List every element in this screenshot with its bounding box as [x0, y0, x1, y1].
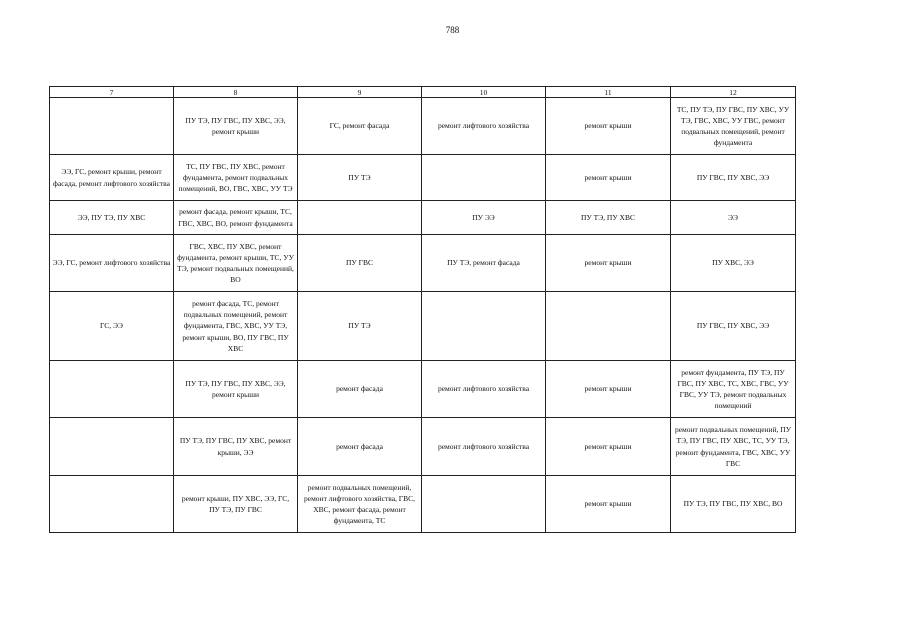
table-cell: ГС, ЭЭ	[50, 292, 174, 361]
table-cell: ПУ ТЭ, ПУ ХВС	[546, 201, 671, 235]
table-cell: ПУ ГВС, ПУ ХВС, ЭЭ	[671, 292, 796, 361]
table-row	[50, 201, 796, 235]
table-cell: ремонт крыши	[546, 361, 671, 418]
table-cell	[422, 292, 546, 361]
table-cell: ЭЭ	[671, 201, 796, 235]
table-cell: ТС, ПУ ГВС, ПУ ХВС, ремонт фундамента, ремонт подвальных помещений, ВО, ГВС, ХВС, УУ ТЭ	[174, 155, 298, 201]
table-cell: ГВС, ХВС, ПУ ХВС, ремонт фундамента, ремонт крыши, ТС, УУ ТЭ, ремонт подвальных помещений, ВО	[174, 235, 298, 292]
table-cell: ПУ ЭЭ	[422, 201, 546, 235]
table-cell: ремонт лифтового хозяйства	[422, 418, 546, 476]
table-cell: ПУ ТЭ	[298, 292, 422, 361]
table-cell: ПУ ТЭ, ремонт фасада	[422, 235, 546, 292]
table-cell: ПУ ГВС	[298, 235, 422, 292]
table-cell: ремонт крыши	[546, 235, 671, 292]
column-header: 8	[174, 87, 298, 98]
table-cell	[50, 418, 174, 476]
table-cell	[422, 476, 546, 533]
table-cell	[298, 201, 422, 235]
table-cell: ПУ ГВС, ПУ ХВС, ЭЭ	[671, 155, 796, 201]
table-row	[50, 292, 796, 361]
table-cell: ремонт фасада	[298, 361, 422, 418]
table-cell: ЭЭ, ГС, ремонт крыши, ремонт фасада, ремонт лифтового хозяйства	[50, 155, 174, 201]
table-row	[50, 361, 796, 418]
page-number: 788	[445, 25, 460, 35]
table-cell: ремонт крыши, ПУ ХВС, ЭЭ, ГС, ПУ ТЭ, ПУ ГВС	[174, 476, 298, 533]
table-cell	[546, 292, 671, 361]
table-cell: ЭЭ, ГС, ремонт лифтового хозяйства	[50, 235, 174, 292]
table-cell: ремонт крыши	[546, 476, 671, 533]
table-cell: ремонт фасада	[298, 418, 422, 476]
column-header: 10	[422, 87, 546, 98]
table-cell: ПУ ТЭ, ПУ ГВС, ПУ ХВС, ЭЭ, ремонт крыши	[174, 361, 298, 418]
column-header: 9	[298, 87, 422, 98]
table-cell	[50, 361, 174, 418]
table-cell	[50, 98, 174, 155]
table-row	[50, 98, 796, 155]
table-row	[50, 418, 796, 476]
table-cell: ремонт подвальных помещений, ремонт лифтового хозяйства, ГВС, ХВС, ремонт фасада, ремонт фундамента, ТС	[298, 476, 422, 533]
table-cell: ремонт лифтового хозяйства	[422, 98, 546, 155]
table-header-row	[50, 87, 796, 98]
table-cell: ремонт лифтового хозяйства	[422, 361, 546, 418]
table-cell: ТС, ПУ ТЭ, ПУ ГВС, ПУ ХВС, УУ ТЭ, ГВС, ХВС, УУ ГВС, ремонт подвальных помещений, ремонт фундамента	[671, 98, 796, 155]
column-header: 12	[671, 87, 796, 98]
table-cell: ремонт фасада, ремонт крыши, ТС, ГВС, ХВС, ВО, ремонт фундамента	[174, 201, 298, 235]
table-cell: ремонт крыши	[546, 418, 671, 476]
table-cell: ПУ ТЭ	[298, 155, 422, 201]
table-cell: ПУ ТЭ, ПУ ГВС, ПУ ХВС, ВО	[671, 476, 796, 533]
table-cell: ГС, ремонт фасада	[298, 98, 422, 155]
table-cell	[422, 155, 546, 201]
column-header: 7	[50, 87, 174, 98]
table-row	[50, 155, 796, 201]
table-cell: ремонт подвальных помещений, ПУ ТЭ, ПУ ГВС, ПУ ХВС, ТС, УУ ТЭ, ремонт фундамента, ГВС, ХВС, УУ ГВС	[671, 418, 796, 476]
table-cell	[50, 476, 174, 533]
table-row	[50, 235, 796, 292]
table-cell: ПУ ТЭ, ПУ ГВС, ПУ ХВС, ЭЭ, ремонт крыши	[174, 98, 298, 155]
table-cell: ремонт крыши	[546, 98, 671, 155]
table-cell: ремонт фасада, ТС, ремонт подвальных помещений, ремонт фундамента, ГВС, ХВС, УУ ТЭ, ремонт крыши, ВО, ПУ ГВС, ПУ ХВС	[174, 292, 298, 361]
table-cell: ПУ ТЭ, ПУ ГВС, ПУ ХВС, ремонт крыши, ЭЭ	[174, 418, 298, 476]
table-cell: ремонт крыши	[546, 155, 671, 201]
table-row	[50, 476, 796, 533]
table-cell: ЭЭ, ПУ ТЭ, ПУ ХВС	[50, 201, 174, 235]
column-header: 11	[546, 87, 671, 98]
works-table	[49, 86, 796, 533]
table-cell: ремонт фундамента, ПУ ТЭ, ПУ ГВС, ПУ ХВС, ТС, ХВС, ГВС, УУ ГВС, УУ ТЭ, ремонт подвальных помещений	[671, 361, 796, 418]
table-cell: ПУ ХВС, ЭЭ	[671, 235, 796, 292]
